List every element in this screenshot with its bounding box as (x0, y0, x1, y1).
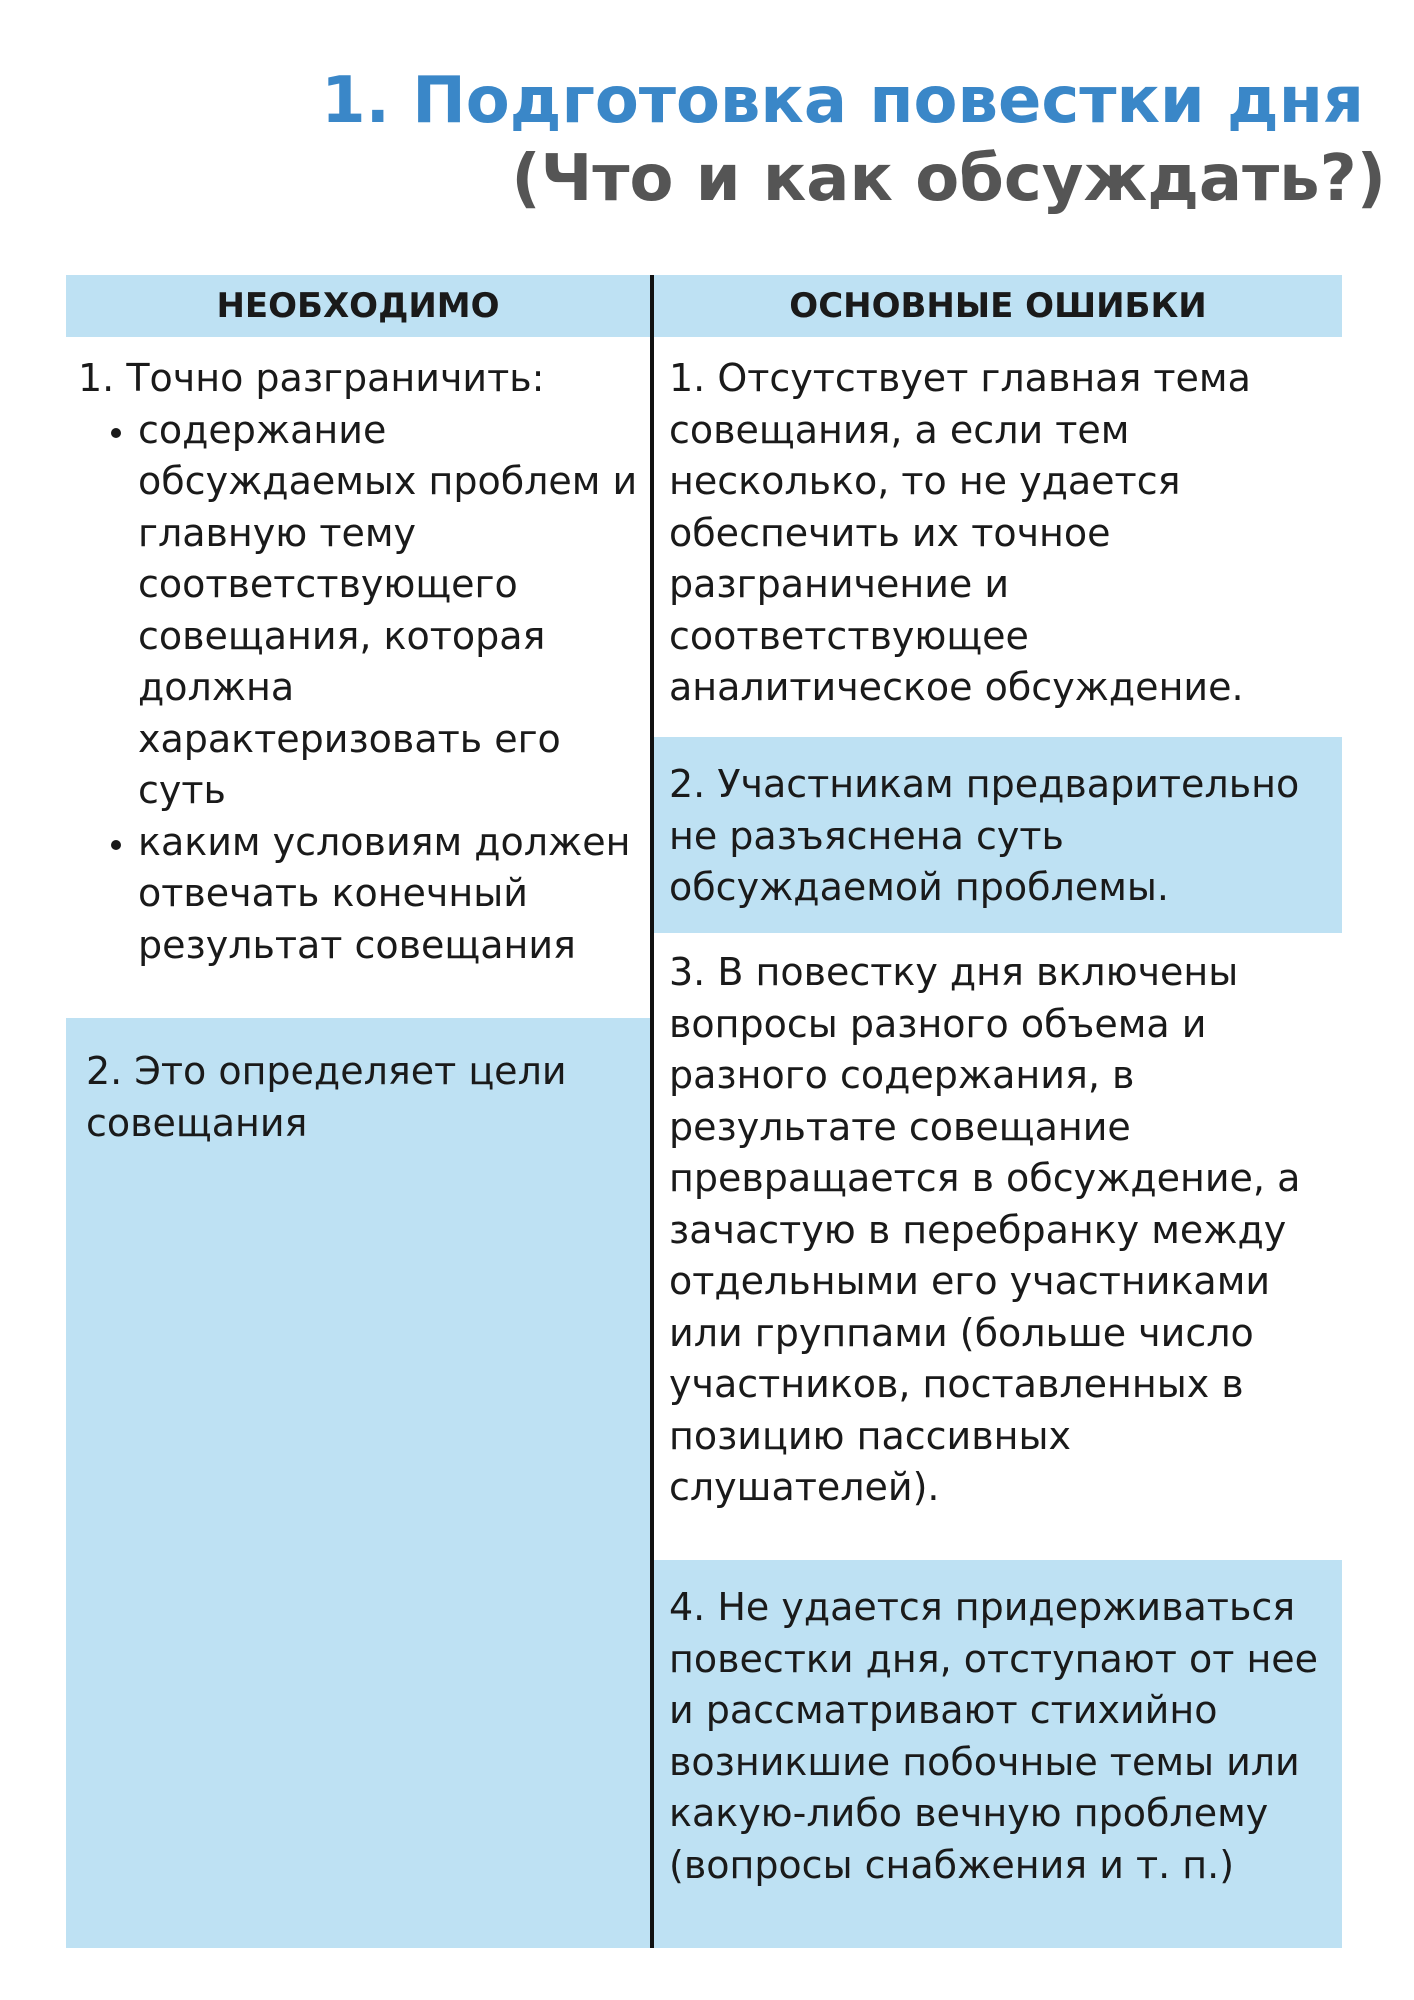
required-item-2 (66, 1018, 650, 1948)
mistake-item-1 (654, 337, 1342, 737)
required-item-2-text: 2. Это определяет цели совещания (86, 1049, 567, 1145)
list-item: • содержание обсуждаемых проблем и главную тему соответствующего совещания, которая должна характеризовать его суть (138, 405, 638, 817)
page-subtitle: (Что и как обсуждать?) (511, 142, 1386, 216)
header-required: НЕОБХОДИМО (66, 275, 650, 337)
mistake-item-4-text: 4. Не удается придерживаться повестки дня, отступают от нее и рассматривают стихийно возникшие побочные темы или какую-либо вечную проблему (вопросы снабжения и т. п.) (669, 1585, 1319, 1887)
mistake-item-2-text: 2. Участникам предварительно не разъяснена суть обсуждаемой проблемы. (669, 762, 1300, 909)
comparison-table (66, 275, 1342, 1948)
page-title: 1. Подготовка повестки дня (321, 64, 1364, 138)
mistake-item-3-text: 3. В повестку дня включены вопросы разного объема и разного содержания, в результате совещание превращается в обсуждение, а зачастую в перебранку между отдельными его участниками или группами (больше число участников, поставленных в позицию пассивных слушателей). (669, 950, 1301, 1509)
page-title-block (321, 62, 1386, 218)
required-item-1-lead: 1. Точно разграничить: (78, 356, 545, 400)
column-divider (650, 275, 654, 1948)
required-item-1 (66, 337, 650, 1018)
mistake-item-1-text: 1. Отсутствует главная тема совещания, а если тем несколько, то не удается обеспечить их точное разграничение и соответствующее аналитическое обсуждение. (669, 356, 1251, 709)
mistake-item-2 (654, 737, 1342, 933)
list-item: • каким условиям должен отвечать конечный результат совещания (138, 817, 638, 972)
mistake-item-3 (654, 933, 1342, 1560)
mistake-item-4 (654, 1560, 1342, 1948)
header-mistakes: ОСНОВНЫЕ ОШИБКИ (654, 275, 1342, 337)
required-item-1-list (78, 405, 638, 972)
